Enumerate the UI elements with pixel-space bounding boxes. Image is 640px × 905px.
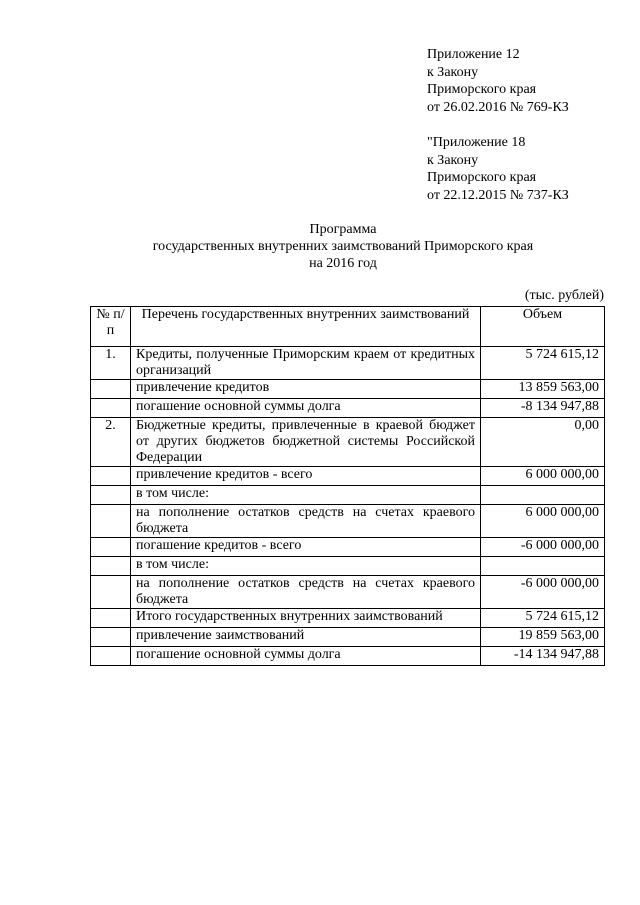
table-row bbox=[91, 628, 605, 647]
row-name: погашение кредитов - всего bbox=[131, 538, 481, 557]
appendix-line: "Приложение 18 bbox=[427, 135, 526, 150]
row-number bbox=[91, 380, 131, 399]
borrowing-program-table bbox=[90, 306, 605, 666]
row-number bbox=[91, 399, 131, 418]
row-number bbox=[91, 486, 131, 505]
row-name: в том числе: bbox=[131, 486, 481, 505]
appendix-line: к Закону bbox=[427, 64, 479, 80]
title-line-3: на 2016 год bbox=[309, 256, 377, 271]
table-row bbox=[91, 486, 605, 505]
appendix-line: Приложение 12 bbox=[427, 47, 520, 62]
appendix-reference-current bbox=[427, 46, 627, 116]
row-name: погашение основной суммы долга bbox=[131, 647, 481, 666]
row-value: -8 134 947,88 bbox=[481, 399, 605, 418]
table-row bbox=[91, 399, 605, 418]
row-value: -6 000 000,00 bbox=[481, 576, 605, 609]
row-value: 0,00 bbox=[481, 418, 605, 467]
row-number bbox=[91, 628, 131, 647]
row-value bbox=[481, 557, 605, 576]
row-number bbox=[91, 467, 131, 486]
row-value: -6 000 000,00 bbox=[481, 538, 605, 557]
row-name: на пополнение остатков средств на счетах краевого бюджета bbox=[131, 505, 481, 538]
table-row bbox=[91, 380, 605, 399]
appendix-line: к Закону bbox=[427, 152, 479, 168]
row-name: на пополнение остатков средств на счетах краевого бюджета bbox=[131, 576, 481, 609]
table-header-row bbox=[91, 307, 605, 347]
row-number bbox=[91, 647, 131, 666]
appendix-line: Приморского края bbox=[427, 82, 537, 97]
table-row bbox=[91, 467, 605, 486]
header-value: Объем bbox=[481, 307, 605, 347]
row-value: 13 859 563,00 bbox=[481, 380, 605, 399]
units-label: (тыс. рублей) bbox=[524, 288, 604, 303]
row-value: 5 724 615,12 bbox=[481, 609, 605, 628]
row-number bbox=[91, 538, 131, 557]
row-number bbox=[91, 609, 131, 628]
header-name: Перечень государственных внутренних заимствований bbox=[131, 307, 481, 347]
row-name: привлечение кредитов - всего bbox=[131, 467, 481, 486]
row-name: привлечение заимствований bbox=[131, 628, 481, 647]
row-value: 6 000 000,00 bbox=[481, 505, 605, 538]
row-name: Итого государственных внутренних заимствований bbox=[131, 609, 481, 628]
row-name: погашение основной суммы долга bbox=[131, 399, 481, 418]
row-value: 6 000 000,00 bbox=[481, 467, 605, 486]
row-number bbox=[91, 576, 131, 609]
appendix-line: Приморского края bbox=[427, 170, 537, 185]
row-value: 19 859 563,00 bbox=[481, 628, 605, 647]
row-number: 2. bbox=[91, 418, 131, 467]
table-row bbox=[91, 609, 605, 628]
row-name: Бюджетные кредиты, привлеченные в краевой бюджет от других бюджетов бюджетной системы Российской Федерации bbox=[131, 418, 481, 467]
document-title bbox=[0, 221, 640, 272]
header-number: № п/п bbox=[91, 307, 131, 347]
title-line-1: Программа bbox=[309, 222, 377, 237]
table-row bbox=[91, 418, 605, 467]
row-name: привлечение кредитов bbox=[131, 380, 481, 399]
row-number bbox=[91, 557, 131, 576]
row-value: -14 134 947,88 bbox=[481, 647, 605, 666]
row-name: в том числе: bbox=[131, 557, 481, 576]
table-row bbox=[91, 538, 605, 557]
table-row bbox=[91, 505, 605, 538]
appendix-line: от 22.12.2015 № 737-КЗ bbox=[427, 187, 569, 203]
row-number: 1. bbox=[91, 347, 131, 380]
table-row bbox=[91, 647, 605, 666]
appendix-line: от 26.02.2016 № 769-КЗ bbox=[427, 99, 569, 115]
row-name: Кредиты, полученные Приморским краем от кредитных организаций bbox=[131, 347, 481, 380]
table-row bbox=[91, 347, 605, 380]
appendix-reference-original bbox=[427, 134, 627, 204]
table-row bbox=[91, 557, 605, 576]
row-value bbox=[481, 486, 605, 505]
row-number bbox=[91, 505, 131, 538]
row-value: 5 724 615,12 bbox=[481, 347, 605, 380]
title-line-2: государственных внутренних заимствований Приморского края bbox=[152, 239, 534, 254]
table-row bbox=[91, 576, 605, 609]
